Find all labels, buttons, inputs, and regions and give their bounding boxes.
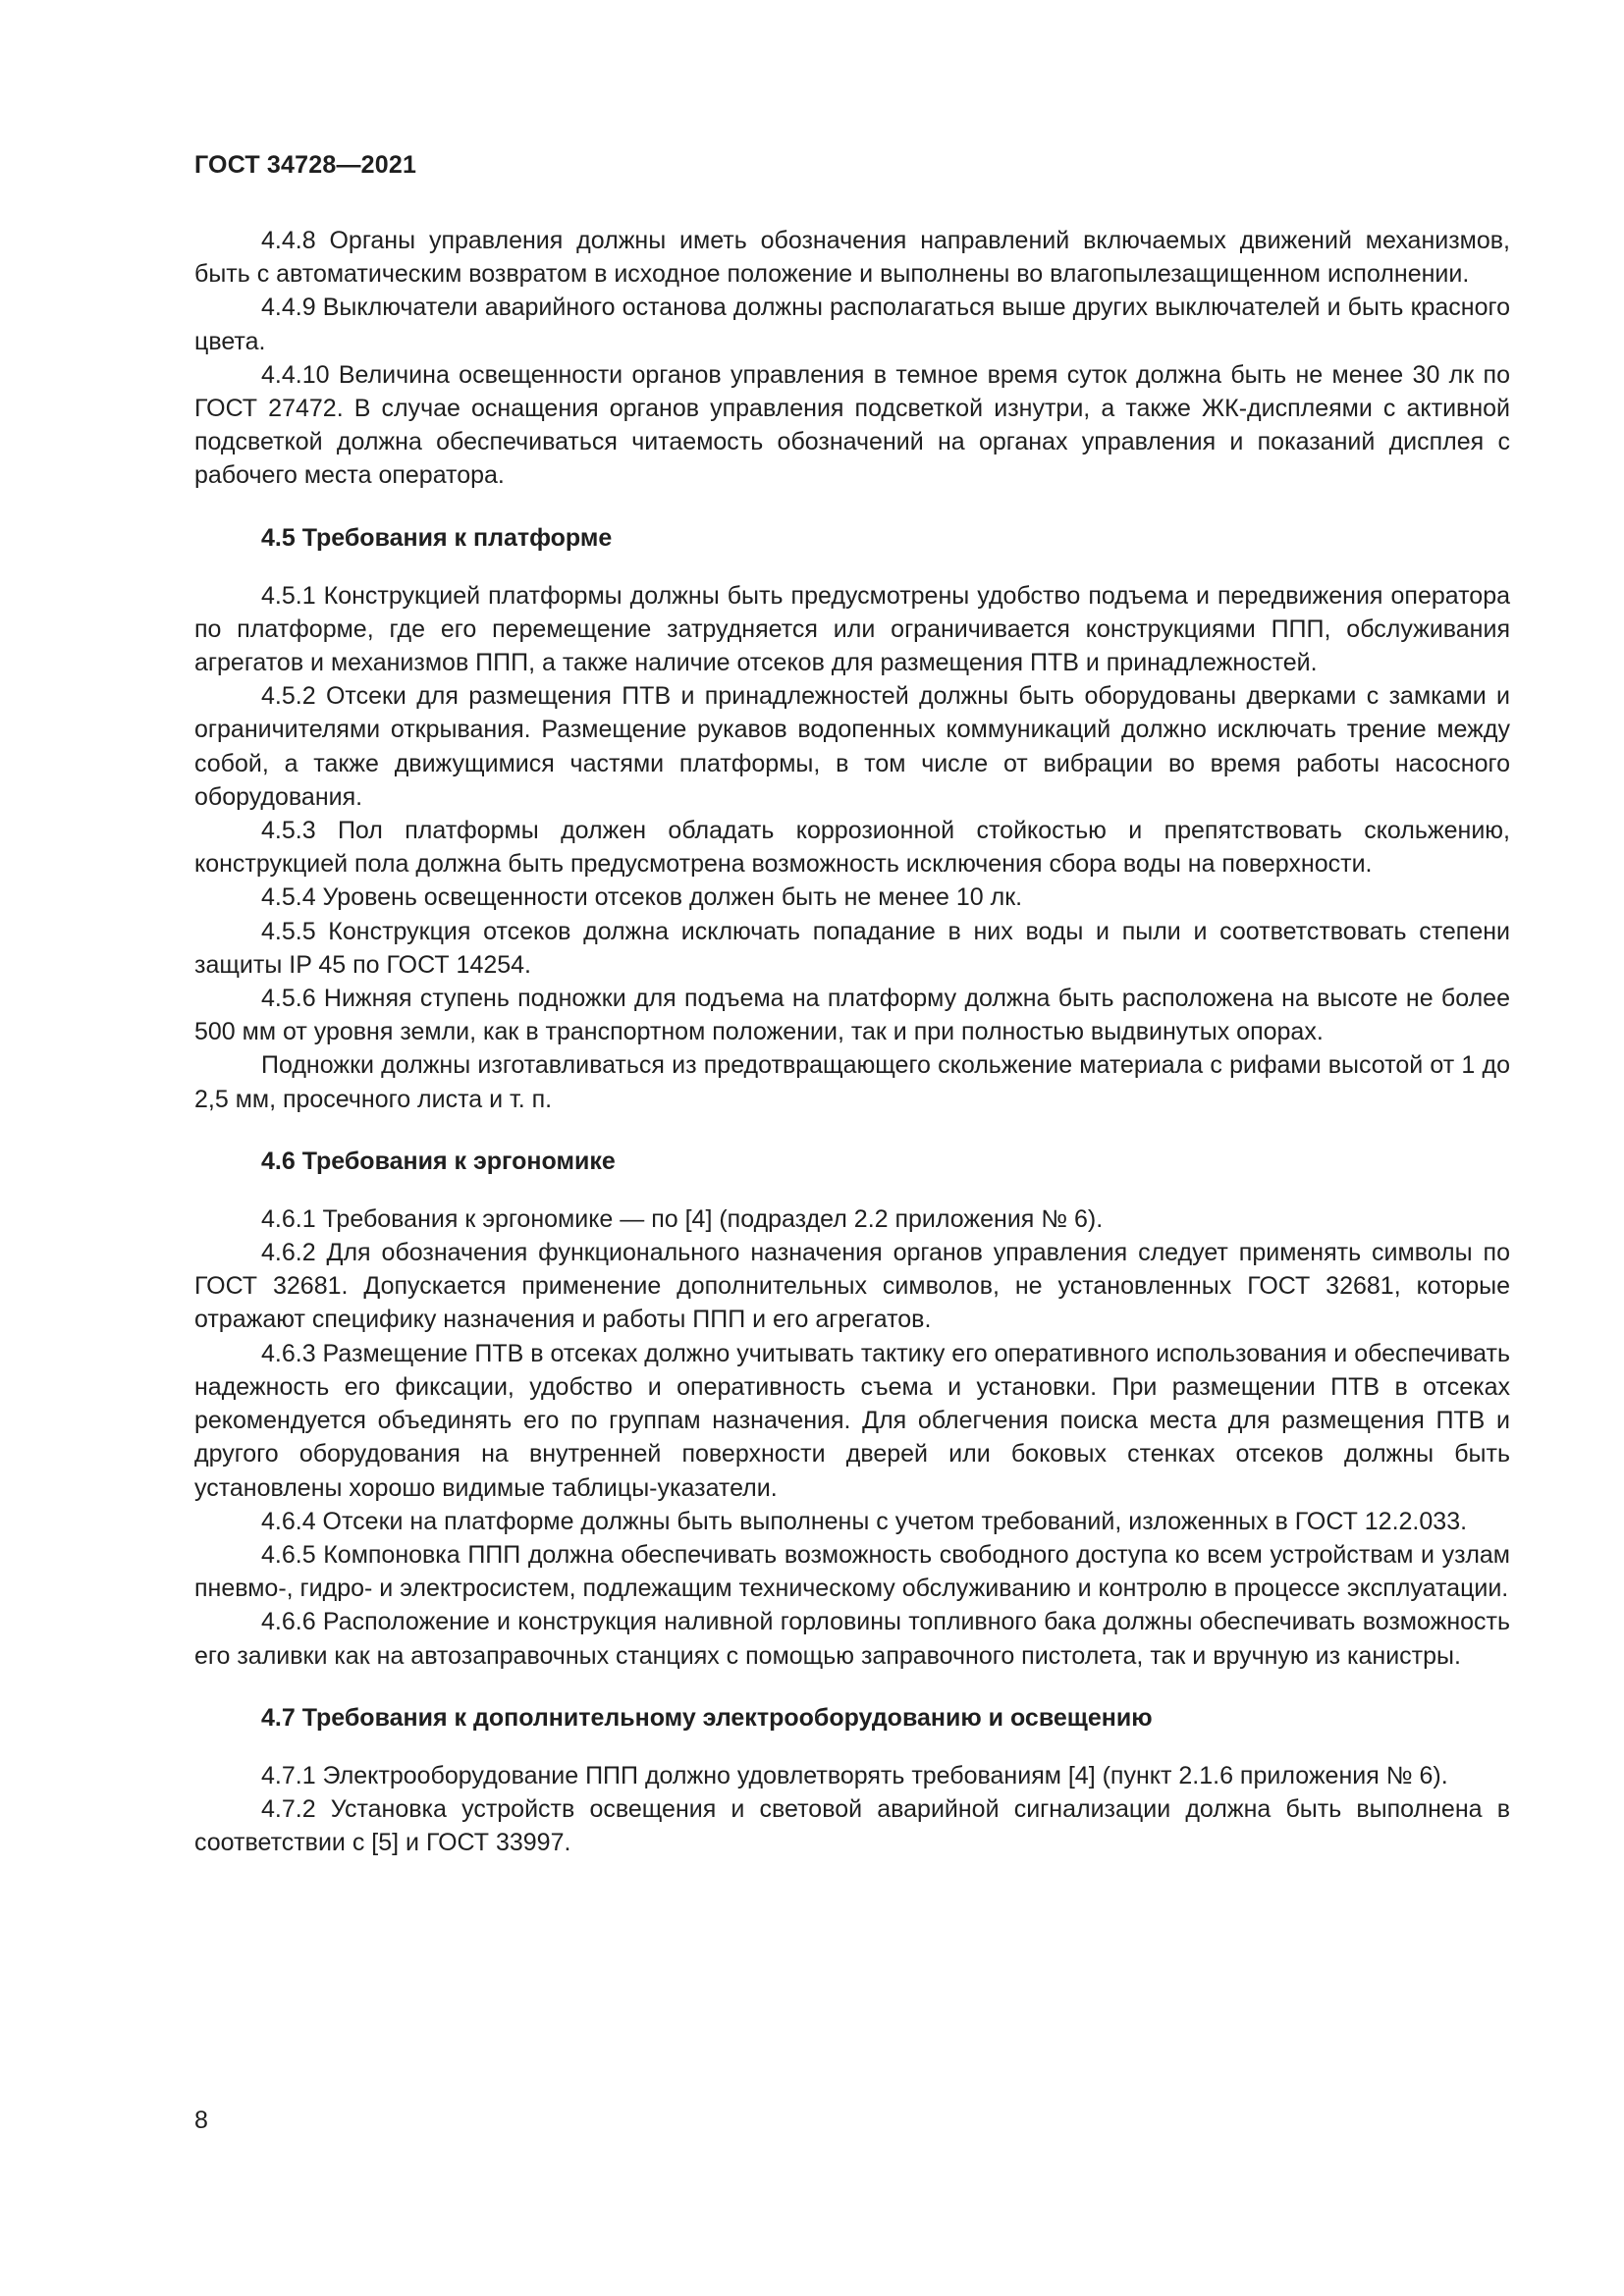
paragraph-4-7-2: 4.7.2 Установка устройств освещения и световой аварийной сигнализации должна быть выполнена в соответствии с [5] и ГОСТ 33997.: [194, 1794, 1510, 1857]
section-heading-4-6: 4.6 Требования к эргономике: [261, 1147, 616, 1175]
paragraph-4-6-6: 4.6.6 Расположение и конструкция наливной горловины топливного бака должны обеспечивать возможность его заливки как на автозаправочных станциях с помощью заправочного пистолета, так и вручную из канистры.: [194, 1608, 1510, 1670]
document-body: [194, 224, 1510, 1859]
paragraph-4-5-1: 4.5.1 Конструкцией платформы должны быть предусмотрены удобство подъема и передвижения оператора по платформе, где его перемещение затрудняется или ограничивается конструкциями ППП, обслуживания агрегатов и механизмов ППП, а также наличие отсеков для размещения ПТВ и принадлежностей.: [194, 581, 1510, 677]
paragraph-4-5-6-note: Подножки должны изготавливаться из предотвращающего скольжение материала с рифами высотой от 1 до 2,5 мм, просечного листа и т. п.: [194, 1051, 1510, 1113]
paragraph-4-5-6: 4.5.6 Нижняя ступень подножки для подъема на платформу должна быть расположена на высоте не более 500 мм от уровня земли, как в транспортном положении, так и при полностью выдвинутых опорах.: [194, 985, 1510, 1046]
paragraph-4-7-1: 4.7.1 Электрооборудование ППП должно удовлетворять требованиям [4] (пункт 2.1.6 приложения № 6).: [261, 1761, 1448, 1789]
paragraph-4-6-4: 4.6.4 Отсеки на платформе должны быть выполнены с учетом требований, изложенных в ГОСТ 12.2.033.: [261, 1507, 1468, 1535]
paragraph-4-4-9: 4.4.9 Выключатели аварийного останова должны располагаться выше других выключателей и быть красного цвета.: [194, 294, 1510, 355]
paragraph-4-4-10: 4.4.10 Величина освещенности органов управления в темное время суток должна быть не менее 30 лк по ГОСТ 27472. В случае оснащения органов управления подсветкой изнутри, а также ЖК-дисплеями с активной подсветкой должна обеспечиваться читаемость обозначений на органах управления и показаний дисплея с рабочего места оператора.: [194, 360, 1510, 490]
paragraph-4-5-2: 4.5.2 Отсеки для размещения ПТВ и принадлежностей должны быть оборудованы дверками с замками и ограничителями открывания. Размещение рукавов водопенных коммуникаций должно исключать трение между собой, а также движущимися частями платформы, в том числе от вибрации во время работы насосного оборудования.: [194, 682, 1510, 811]
paragraph-4-6-3: 4.6.3 Размещение ПТВ в отсеках должно учитывать тактику его оперативного использования и обеспечивать надежность его фиксации, удобство и оперативность съема и установки. При размещении ПТВ в отсеках рекомендуется объединять его по группам назначения. Для облегчения поиска места для размещения ПТВ и другого оборудования на внутренней поверхности дверей или боковых стенках отсеков должны быть установлены хорошо видимые таблицы-указатели.: [194, 1339, 1510, 1502]
paragraph-4-6-5: 4.6.5 Компоновка ППП должна обеспечивать возможность свободного доступа ко всем устройствам и узлам пневмо-, гидро- и электросистем, подлежащим техническому обслуживанию и контролю в процессе эксплуатации.: [194, 1540, 1510, 1603]
section-heading-4-5: 4.5 Требования к платформе: [261, 523, 613, 552]
paragraph-4-6-1: 4.6.1 Требования к эргономике — по [4] (подраздел 2.2 приложения № 6).: [261, 1204, 1104, 1233]
paragraph-4-5-3: 4.5.3 Пол платформы должен обладать коррозионной стойкостью и препятствовать скольжению, конструкцией пола должна быть предусмотрена возможность исключения сбора воды на поверхности.: [194, 817, 1510, 879]
paragraph-4-5-4: 4.5.4 Уровень освещенности отсеков должен быть не менее 10 лк.: [261, 883, 1023, 912]
page-number: 8: [194, 2107, 208, 2134]
paragraph-4-4-8: 4.4.8 Органы управления должны иметь обозначения направлений включаемых движений механизмов, быть с автоматическим возвратом в исходное положение и выполнены во влагопылезащищенном исполнении.: [194, 227, 1510, 289]
paragraph-4-5-5: 4.5.5 Конструкция отсеков должна исключать попадание в них воды и пыли и соответствовать степени защиты IP 45 по ГОСТ 14254.: [194, 917, 1510, 979]
section-heading-4-7: 4.7 Требования к дополнительному электрооборудованию и освещению: [261, 1703, 1153, 1732]
document-header: ГОСТ 34728—2021: [194, 151, 417, 179]
paragraph-4-6-2: 4.6.2 Для обозначения функционального назначения органов управления следует применять символы по ГОСТ 32681. Допускается применение дополнительных символов, не установленных ГОСТ 32681, которые отражают специфику назначения и работы ППП и его агрегатов.: [194, 1239, 1510, 1334]
